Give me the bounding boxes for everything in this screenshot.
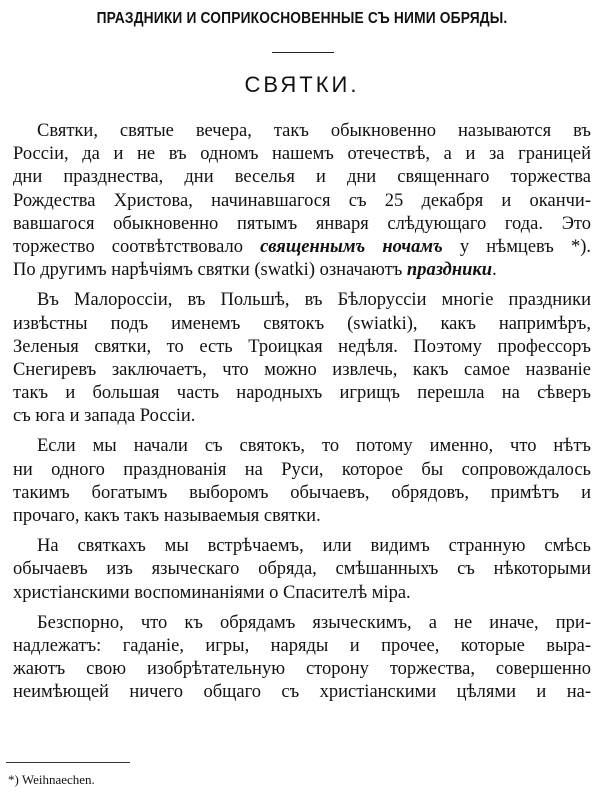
- text-line: Россіи, да и не въ одномъ нашемъ отечествѣ, а и за границей: [13, 144, 591, 165]
- footnote: *) Weihnaechen.: [8, 772, 95, 787]
- section-title: СВЯТКИ.: [244, 72, 360, 97]
- text-line: [13, 259, 591, 282]
- text-line: [13, 236, 591, 259]
- text-fragment: .: [492, 260, 497, 281]
- text-line: прочаго, какъ такъ называемыя святки.: [13, 506, 321, 526]
- footnote-divider: [6, 762, 130, 763]
- text-fragment: По другимъ нарѣчіямъ святки (swatki) означаютъ: [13, 260, 407, 281]
- text-line: жаютъ свою изобрѣтательную сторону торжества, совершенно: [13, 659, 591, 680]
- text-line: Святки, святые вечера, такъ обыкновенно называются въ: [37, 121, 591, 141]
- text-line: Безспорно, что къ обрядамъ языческимъ, а не иначе, при-: [37, 612, 591, 633]
- text-line: извѣстны подъ именемъ святокъ (swiatki), какъ напримѣръ,: [13, 313, 591, 334]
- text-line: надлежатъ: гаданіе, игры, наряды и прочее, которые выра-: [13, 635, 591, 656]
- text-line: такъ и большая часть народныхъ игрищъ перешла на сѣверъ: [13, 383, 591, 404]
- body-text: [13, 120, 591, 705]
- text-line: ни одного празднованія на Руси, которое бы сопровождалось: [13, 459, 591, 480]
- chapter-header: ПРАЗДНИКИ И СОПРИКОСНОВЕННЫЕ СЪ НИМИ ОБРЯДЫ.: [96, 10, 508, 27]
- text-line: На святкахъ мы встрѣчаемъ, или видимъ странную смѣсь: [37, 536, 591, 557]
- text-line: такимъ богатымъ выборомъ обычаевъ, обрядовъ, примѣтъ и: [13, 482, 591, 503]
- text-line: христіанскими воспоминаніями о Спасителѣ міра.: [13, 582, 411, 603]
- text-fragment: у нѣмцевъ *).: [442, 236, 591, 257]
- text-line: съ юга и запада Россіи.: [13, 406, 196, 427]
- text-line: Снегиревъ заключаетъ, что можно извлечь, какъ самое названіе: [13, 359, 591, 380]
- text-line: Рождества Христова, начинавшагося съ 25 декабря и оканчи-: [13, 190, 591, 211]
- text-line: Если мы начали съ святокъ, то потому именно, что нѣтъ: [37, 436, 591, 457]
- text-line: неимѣющей ничего общаго съ христіанскими цѣлями и на-: [13, 682, 591, 703]
- text-line: вавшагося обыкновенно пятымъ января слѣдующаго года. Это: [13, 213, 591, 234]
- emphasis-text: праздники: [406, 260, 493, 281]
- text-fragment: торжество соотвѣтствовало: [13, 236, 261, 257]
- text-line: Зеленыя святки, то есть Троицкая недѣля. Поэтому профессоръ: [13, 336, 591, 357]
- emphasis-text: священнымъ ночамъ: [260, 236, 443, 257]
- text-line: Въ Малороссіи, въ Польшѣ, въ Бѣлоруссіи многіе праздники: [37, 290, 591, 311]
- header-divider: [272, 52, 334, 53]
- text-line: дни празднества, дни веселья и дни священнаго торжества: [13, 167, 591, 188]
- text-line: обычаевъ изъ языческаго обряда, смѣшанныхъ съ нѣкоторыми: [13, 559, 591, 580]
